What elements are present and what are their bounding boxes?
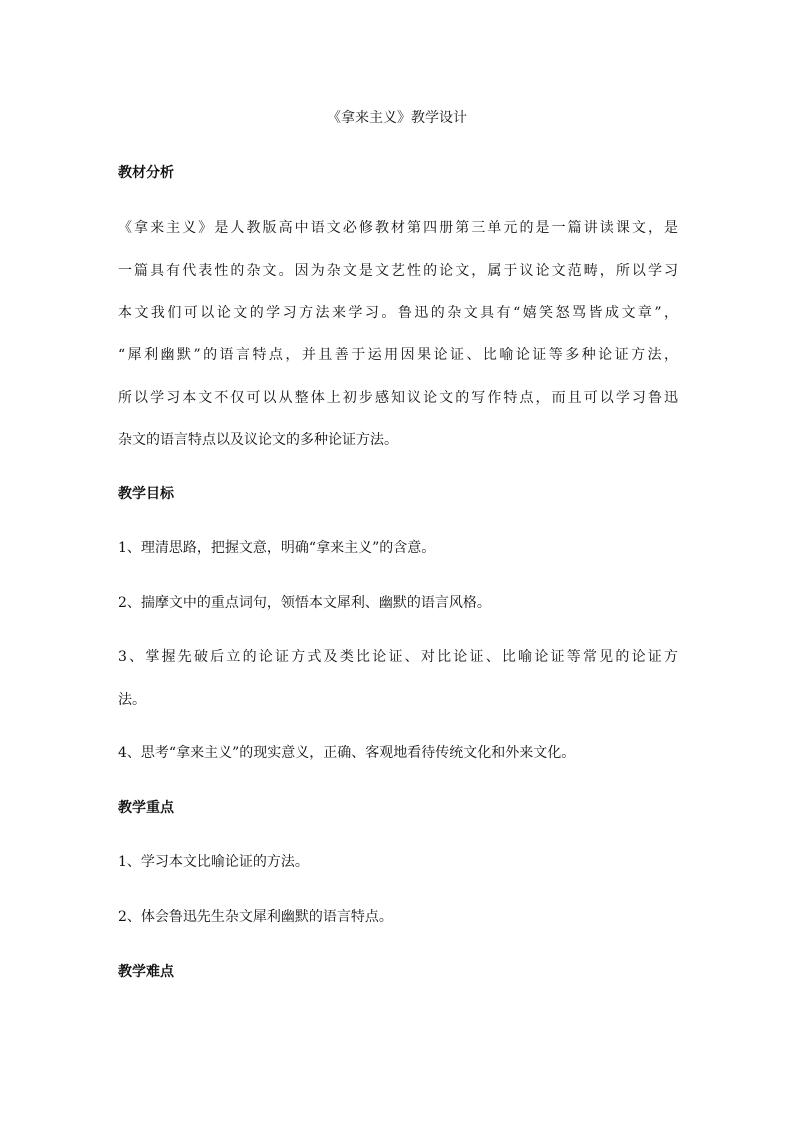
- document-title: 《拿来主义》教学设计: [327, 110, 467, 126]
- section-heading-objectives: 教学目标: [118, 486, 174, 502]
- list-item-continuation: 法。: [118, 692, 146, 708]
- paragraph-line: 所以学习本文不仅可以从整体上初步感知议论文的写作特点，而且可以学习鲁迅: [118, 390, 678, 406]
- list-item: 2、揣摩文中的重点词句，领悟本文犀利、幽默的语言风格。: [118, 595, 491, 611]
- paragraph-line: 一篇具有代表性的杂文。因为杂文是文艺性的论文，属于议论文范畴，所以学习: [118, 263, 678, 279]
- section-heading-analysis: 教材分析: [118, 165, 174, 181]
- paragraph-line: 《拿来主义》是人教版高中语文必修教材第四册第三单元的是一篇讲读课文，是: [118, 220, 678, 236]
- paragraph-line: 杂文的语言特点以及议论文的多种论证方法。: [118, 432, 398, 448]
- section-heading-key-points: 教学重点: [118, 800, 174, 816]
- paragraph-line: 本文我们可以论文的学习方法来学习。鲁迅的杂文具有“嬉笑怒骂皆成文章”，: [118, 305, 678, 321]
- list-item: 1、理清思路，把握文意，明确“拿来主义”的含意。: [118, 540, 436, 556]
- list-item: 2、体会鲁迅先生杂文犀利幽默的语言特点。: [118, 909, 393, 925]
- list-item: 3、掌握先破后立的论证方式及类比论证、对比论证、比喻论证等常见的论证方: [118, 649, 678, 665]
- list-item: 4、思考“拿来主义”的现实意义，正确、客观地看待传统文化和外来文化。: [118, 745, 576, 761]
- section-heading-difficulties: 教学难点: [118, 964, 174, 980]
- paragraph-line: “犀利幽默”的语言特点，并且善于运用因果论证、比喻论证等多种论证方法，: [118, 347, 678, 363]
- list-item: 1、学习本文比喻论证的方法。: [118, 854, 309, 870]
